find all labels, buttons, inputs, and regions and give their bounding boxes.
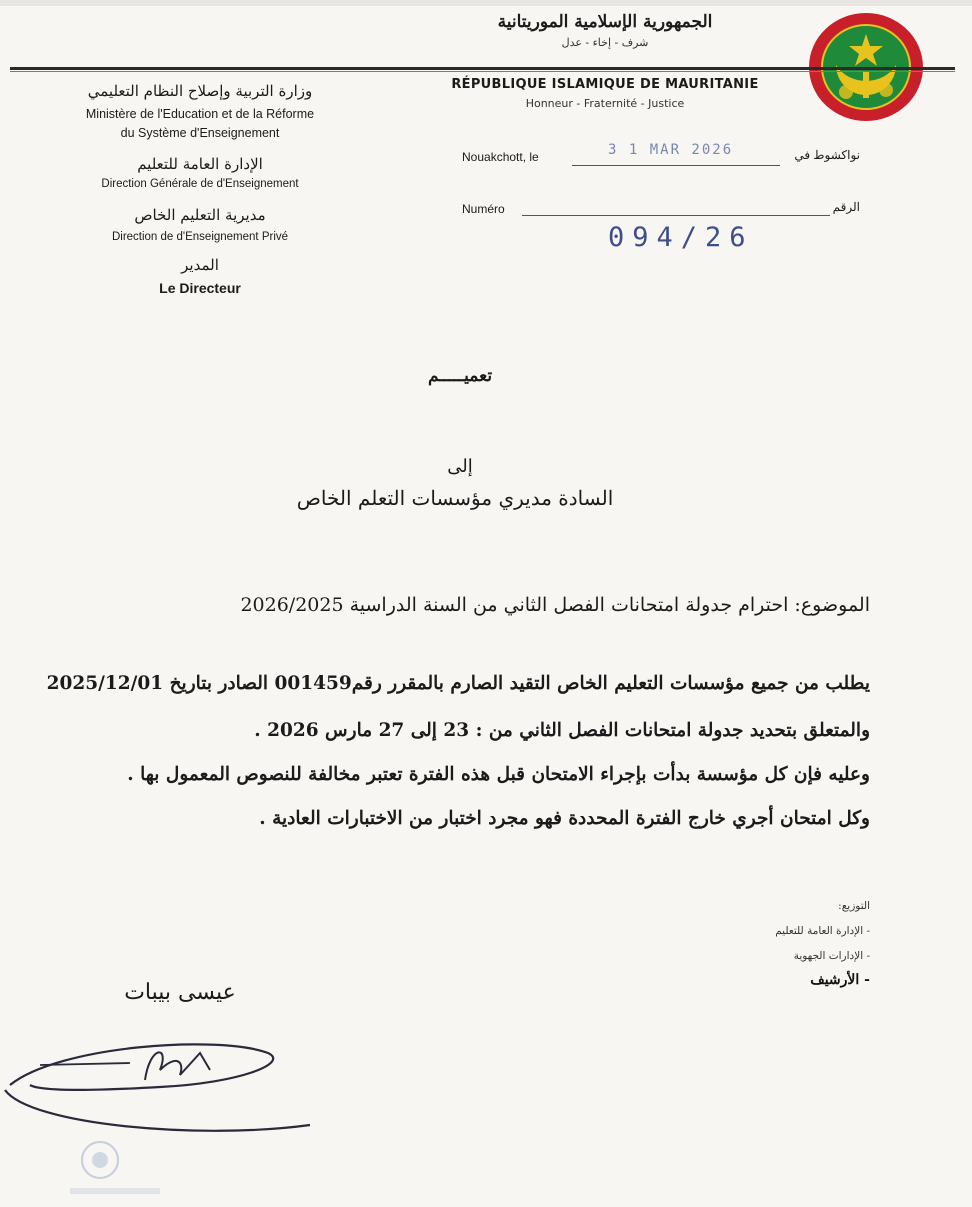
ministry-name-fr-2: du Système d'Enseignement: [120, 126, 280, 140]
directorate-name-ar: مديرية التعليم الخاص: [134, 206, 266, 224]
top-edge: [0, 0, 972, 6]
distribution-item: - الإدارات الجهوية: [793, 950, 870, 962]
subject-line: الموضوع: احترام جدولة امتحانات الفصل الثاني من السنة الدراسية 2026/2025: [240, 594, 870, 616]
dg-name-ar: الإدارة العامة للتعليم: [137, 155, 263, 173]
distribution-item: - الإدارة العامة للتعليم: [775, 925, 870, 937]
place-label-ar: نواكشوط في: [794, 148, 860, 162]
ministry-name-ar: وزارة التربية وإصلاح النظام التعليمي: [87, 82, 313, 100]
faded-stamp-icon: [60, 1130, 210, 1207]
director-title-ar: المدير: [181, 256, 219, 274]
directorate-name-fr: Direction de d'Enseignement Privé: [111, 231, 289, 243]
dg-name-fr: Direction Générale de d'Enseignement: [101, 178, 299, 190]
date-line: [572, 165, 780, 166]
reference-number: 094/26: [608, 222, 754, 253]
republic-name-fr: RÉPUBLIQUE ISLAMIQUE DE MAURITANIE: [451, 77, 759, 92]
motto-ar: شرف - إخاء - عدل: [561, 36, 649, 49]
document-title: تعميـــــم: [427, 366, 493, 386]
signer-name: عيسى بيبات: [124, 980, 236, 1005]
ministry-name-fr-1: Ministère de l'Education et de la Réforme: [85, 107, 315, 121]
director-title-fr: Le Directeur: [159, 280, 241, 296]
addressee-to: إلى: [447, 456, 473, 477]
date-stamp: 3 1 MAR 2026: [608, 142, 734, 158]
header-rule-thin: [10, 71, 955, 72]
header-rule: [10, 67, 955, 70]
distribution-item: - الأرشيف: [810, 972, 870, 988]
republic-name-ar: الجمهورية الإسلامية الموريتانية: [497, 12, 713, 32]
number-line: [522, 215, 830, 216]
paragraph-4: وكل امتحان أجري خارج الفترة المحددة فهو مجرد اختبار من الاختبارات العادية .: [259, 808, 870, 829]
place-label-fr: Nouakchott, le: [462, 150, 539, 164]
paragraph-2: والمتعلق بتحديد جدولة امتحانات الفصل الثاني من : 23 إلى 27 مارس 2026 .: [254, 720, 870, 741]
paragraph-3: وعليه فإن كل مؤسسة بدأت بإجراء الامتحان قبل هذه الفترة تعتبر مخالفة للنصوص المعمول بها .: [127, 764, 870, 785]
number-label-fr: Numéro: [462, 202, 505, 216]
paragraph-1: يطلب من جميع مؤسسات التعليم الخاص التقيد الصارم بالمقرر رقم001459 الصادر بتاريخ 2025/12/01: [46, 673, 870, 694]
recipients: السادة مديري مؤسسات التعلم الخاص: [296, 486, 614, 510]
distribution-heading: التوزيع:: [838, 900, 870, 912]
motto-fr: Honneur - Fraternité - Justice: [525, 97, 685, 110]
number-label-ar: الرقم: [832, 200, 860, 214]
